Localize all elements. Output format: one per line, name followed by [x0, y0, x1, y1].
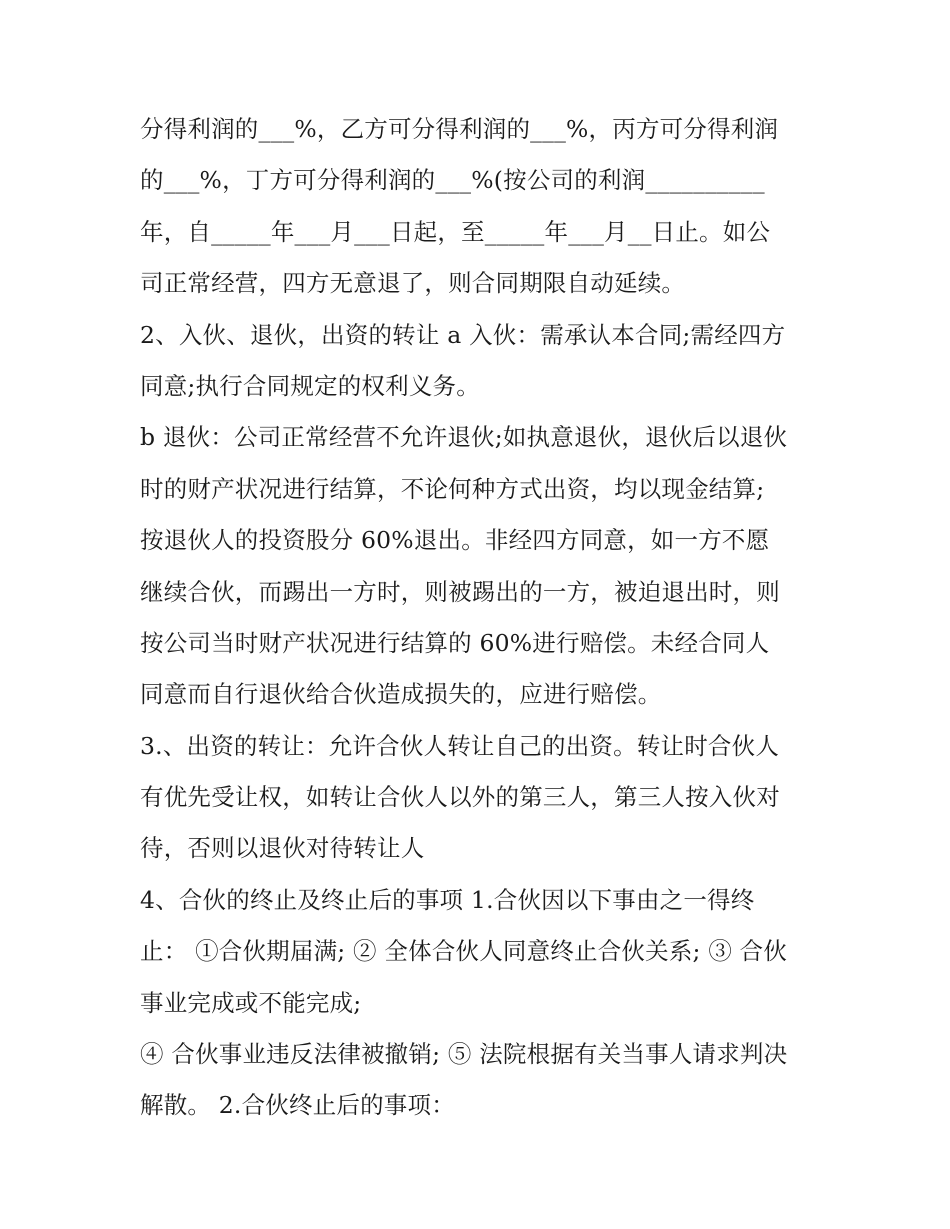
text-line: 待，否则以退伙对待转让人 — [140, 834, 425, 863]
text-line: 3.、出资的转让：允许合伙人转让自己的出资。转让时合伙人 — [140, 731, 780, 760]
text-line: 4、合伙的终止及终止后的事项 1.合伙因以下事由之一得终 — [140, 885, 755, 914]
text-line: b 退伙：公司正常经营不允许退伙;如执意退伙，退伙后以退伙 — [140, 423, 788, 452]
text-line: 的___%，丁方可分得利润的___%(按公司的利润__________ — [140, 166, 765, 195]
text-line: 解散。 2.合伙终止后的事项： — [140, 1091, 455, 1120]
text-line: 事业完成或不能完成; — [140, 988, 362, 1017]
text-line: 同意而自行退伙给合伙造成损失的，应进行赔偿。 — [140, 680, 662, 709]
text-line: 同意;执行合同规定的权利义务。 — [140, 371, 480, 400]
text-line: 年，自_____年___月___日起，至_____年___月__日止。如公 — [140, 217, 771, 246]
text-line: 继续合伙，而踢出一方时，则被踢出的一方，被迫退出时，则 — [140, 577, 780, 606]
text-line: 止： ①合伙期届满; ② 全体合伙人同意终止合伙关系; ③ 合伙 — [140, 937, 788, 966]
text-line: 2、入伙、退伙，出资的转让 a 入伙：需承认本合同;需经四方 — [140, 320, 786, 349]
text-line: 按公司当时财产状况进行结算的 60%进行赔偿。未经合同人 — [140, 628, 770, 657]
contract-text-body — [140, 104, 820, 1132]
text-line: ④ 合伙事业违反法律被撤销; ⑤ 法院根据有关当事人请求判决 — [140, 1040, 788, 1069]
text-line: 有优先受让权，如转让合伙人以外的第三人，第三人按入伙对 — [140, 783, 780, 812]
text-line: 时的财产状况进行结算，不论何种方式出资，均以现金结算; — [140, 474, 765, 503]
text-line: 司正常经营，四方无意退了，则合同期限自动延续。 — [140, 269, 686, 298]
text-line: 按退伙人的投资股分 60%退出。非经四方同意，如一方不愿 — [140, 526, 770, 555]
text-line: 分得利润的___%，乙方可分得利润的___%，丙方可分得利润 — [140, 115, 779, 143]
